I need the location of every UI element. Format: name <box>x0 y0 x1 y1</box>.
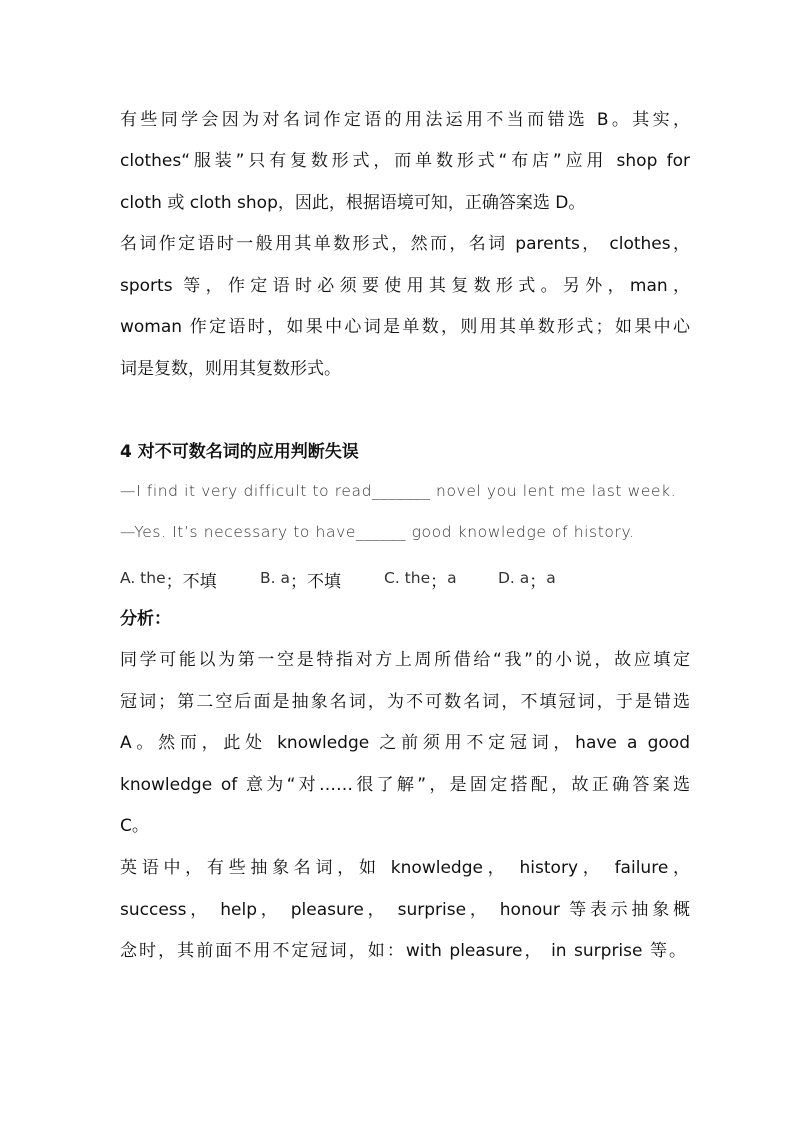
analysis-line: 念时，其前面不用不定冠词，如：with pleasure， in surprise 等。 <box>120 941 686 961</box>
option-c <box>384 563 457 592</box>
analysis-line: 冠词；第二空后面是抽象名词，为不可数名词，不填冠词，于是错选 <box>120 692 690 712</box>
option-a-label: A. the <box>120 569 166 587</box>
option-d <box>498 563 556 592</box>
option-c-separator: ； <box>430 572 448 592</box>
text-line: sports 等，作定语时必须要使用其复数形式。另外，man， <box>120 276 690 296</box>
text-line: 有些同学会因为对名词作定语的用法运用不当而错选 B。其实， <box>120 110 690 130</box>
option-b-separator: ； <box>290 572 307 592</box>
option-c-label: C. the <box>384 569 431 587</box>
analysis-title: 分析： <box>120 609 171 629</box>
section-heading: 4 对不可数名词的应用判断失误 <box>120 442 359 462</box>
text-line: 名词作定语时一般用其单数形式，然而，名词 parents， clothes， <box>120 234 690 254</box>
option-b <box>260 563 341 592</box>
analysis-line: success， help， pleasure， surprise， honour 等表示抽象概 <box>120 900 690 920</box>
option-d-separator: ； <box>529 572 547 592</box>
option-a-tail: 不填 <box>182 572 217 592</box>
option-a <box>120 563 217 592</box>
option-d-label: D. a <box>498 569 530 587</box>
option-b-label: B. a <box>260 569 290 587</box>
question-line: —I find it very difficult to read_______ novel you lent me last week. <box>120 482 677 500</box>
analysis-line: 同学可能以为第一空是特指对方上周所借给“我”的小说，故应填定 <box>120 650 690 670</box>
text-line: 词是复数，则用其复数形式。 <box>120 359 341 379</box>
text-line: cloth 或 cloth shop，因此，根据语境可知，正确答案选 D。 <box>120 193 586 213</box>
analysis-line: 英语中，有些抽象名词，如 knowledge， history， failure， <box>120 858 690 878</box>
text-line: woman 作定语时，如果中心词是单数，则用其单数形式；如果中心 <box>120 317 690 337</box>
text-line: clothes“服装”只有复数形式，而单数形式“布店”应用 shop for <box>120 151 690 171</box>
option-d-tail: a <box>546 569 556 587</box>
analysis-line: knowledge of 意为“对……很了解”，是固定搭配，故正确答案选 <box>120 775 690 795</box>
option-c-tail: a <box>447 569 457 587</box>
analysis-line: A。然而，此处 knowledge 之前须用不定冠词，have a good <box>120 733 690 753</box>
question-line: —Yes. It’s necessary to have______ good knowledge of history. <box>120 523 635 541</box>
analysis-line: C。 <box>120 816 149 836</box>
option-b-tail: 不填 <box>307 572 341 592</box>
option-a-separator: ； <box>165 572 183 592</box>
